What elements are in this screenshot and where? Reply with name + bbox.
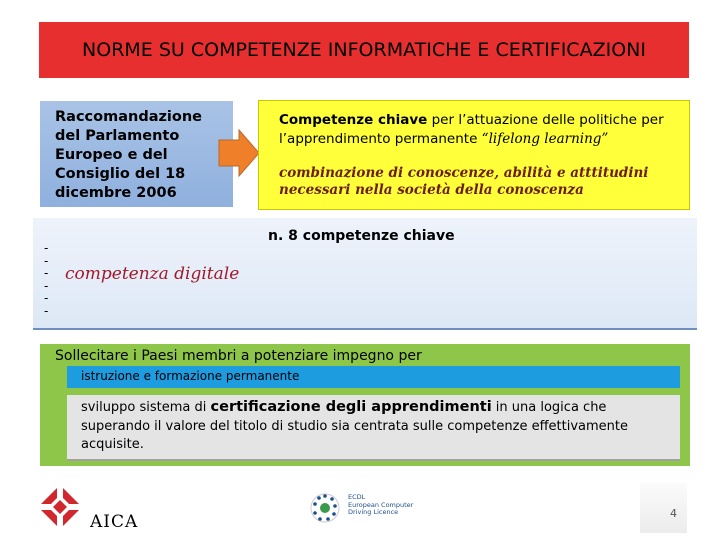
slide-title-bar <box>39 22 689 78</box>
recommendation-box <box>40 101 233 207</box>
ecdl-logo-icon <box>305 490 345 526</box>
lifelong-education-bar <box>67 366 680 388</box>
key-competences-rest: per l’attuazione delle politiche per l’apprendimento permanente <box>279 112 664 147</box>
bullet-marker: - <box>44 241 49 255</box>
key-competences-text <box>279 111 689 149</box>
slide-title: NORME SU COMPETENZE INFORMATICHE E CERTIFICAZIONI <box>82 39 646 61</box>
key-competences-box <box>258 100 690 210</box>
page-number-box <box>640 483 687 533</box>
certification-bold: certificazione degli apprendimenti <box>210 399 492 415</box>
bullet-list <box>44 242 56 317</box>
certification-pre: sviluppo sistema di <box>81 400 211 415</box>
competences-heading: n. 8 competenze chiave <box>268 228 455 244</box>
member-states-heading: Sollecitare i Paesi membri a potenziare impegno per <box>55 348 422 364</box>
bullet-marker: - <box>44 303 49 318</box>
bullet-marker: - <box>44 266 49 280</box>
key-competences-lead: Competenze chiave <box>279 112 428 128</box>
lifelong-education-text: istruzione e formazione permanente <box>81 369 300 383</box>
aica-logo-text: AICA <box>90 512 139 532</box>
right-arrow-icon <box>217 128 261 178</box>
ecdl-logo-text: ECDL European Computer Driving Licence <box>348 493 414 516</box>
bullet-marker: - <box>44 278 49 293</box>
recommendation-text: Raccomandazione del Parlamento Europeo e del Consiglio del 18 dicembre 2006 <box>55 109 203 201</box>
bullet-marker: - <box>44 291 49 305</box>
bullet-marker: - <box>44 253 49 268</box>
competence-definition: combinazione di conoscenze, abilità e atttitudini necessari nella società della conoscenza <box>279 165 649 198</box>
lifelong-learning-term: “lifelong learning” <box>481 131 609 147</box>
certification-text <box>81 398 679 455</box>
certification-box <box>67 395 680 461</box>
digital-competence-item: competenza digitale <box>65 264 240 284</box>
member-states-box <box>40 344 690 466</box>
page-number: 4 <box>670 507 677 520</box>
competences-list-box <box>33 218 697 330</box>
aica-logo-icon <box>36 483 84 531</box>
certification-post: in una logica che superando il valore del titolo di studio sia centrata sulle competenze effettivamente acquisite. <box>81 400 628 452</box>
